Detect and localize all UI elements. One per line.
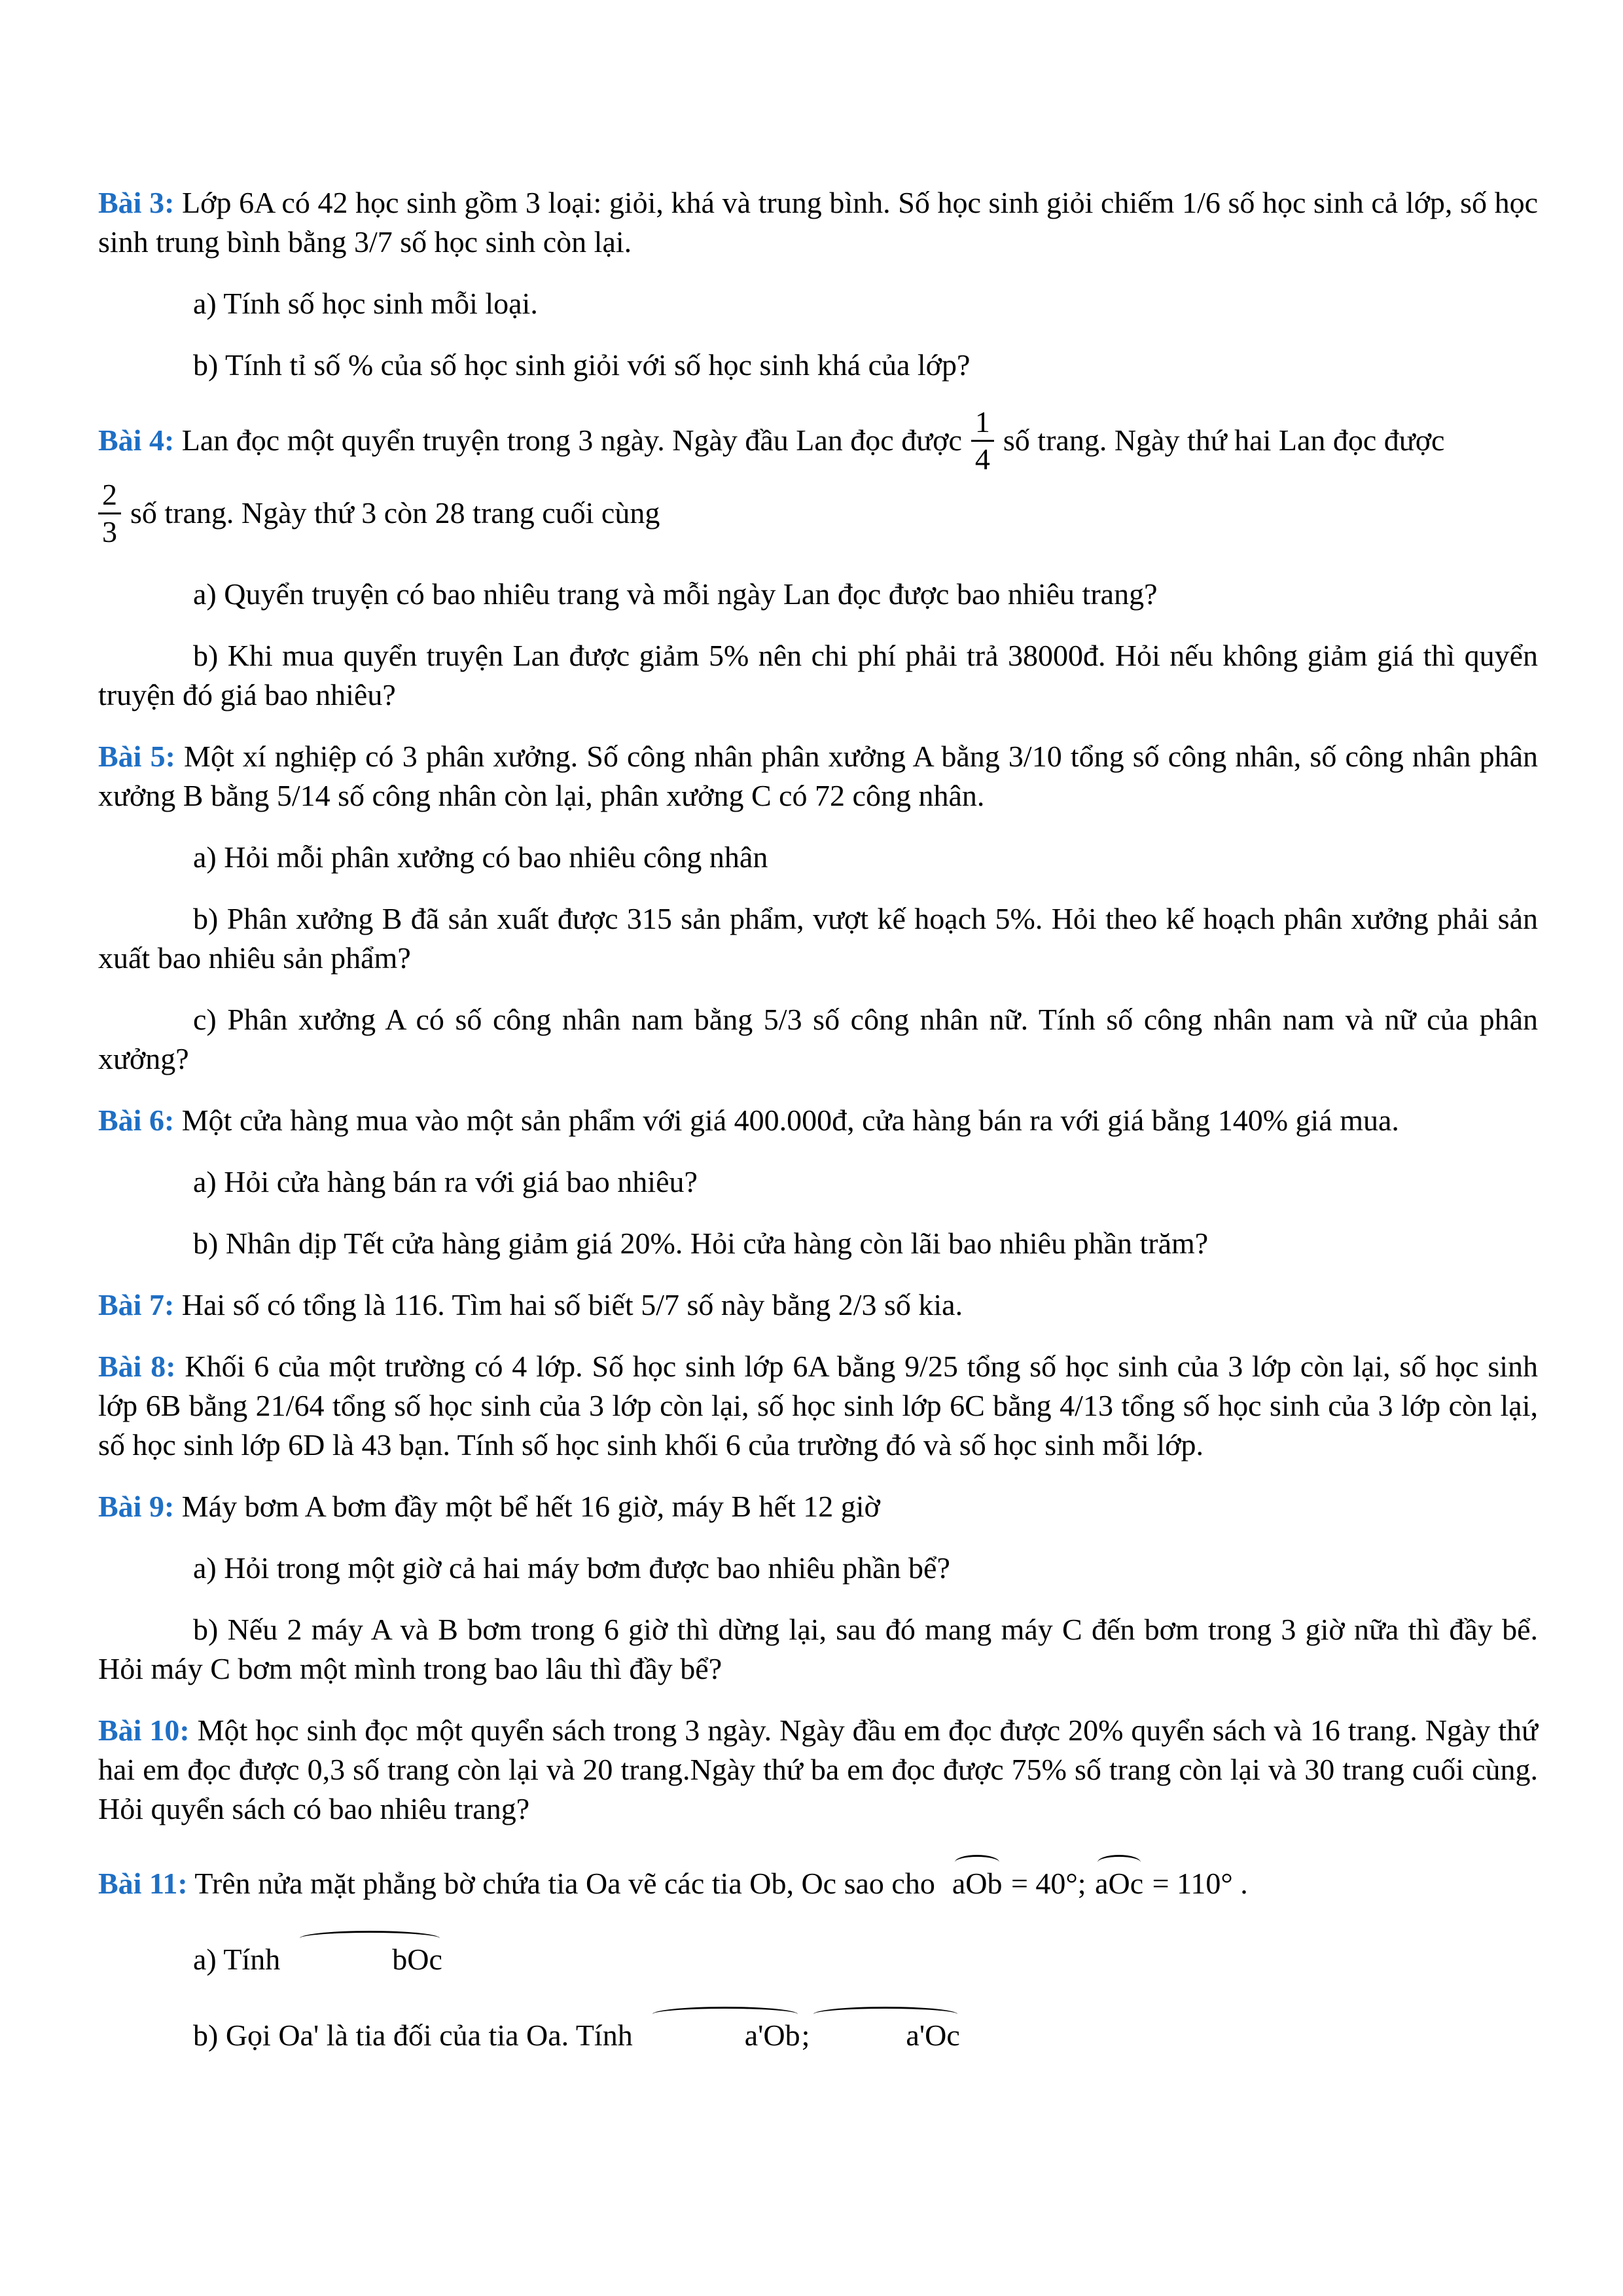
problem-4-text-1: Lan đọc một quyển truyện trong 3 ngày. Ngày đầu Lan đọc được [174,423,962,457]
problem-11-part-b [98,2011,1538,2055]
angle-aob-value: = 40°; [1003,1867,1094,1900]
problem-8-text: Khối 6 của một trường có 4 lớp. Số học sinh lớp 6A bằng 9/25 tổng số học sinh của 3 lớp còn lại, số học sinh lớp 6B bằng 21/64 tổng số học sinh của 3 lớp còn lại, số học sinh lớp 6C bằng 4/13 tổng số học sinh của 3 lớp còn lại, số học sinh lớp 6D là 43 bạn. Tính số học sinh khối 6 của trường đó và số học sinh mỗi lớp. [98,1350,1538,1462]
problem-5-label: Bài 5: [98,740,175,773]
problem-3-text: Lớp 6A có 42 học sinh gồm 3 loại: giỏi, khá và trung bình. Số học sinh giỏi chiếm 1/6 số học sinh cả lớp, số học sinh trung bình bằng 3/7 số học sinh còn lại. [98,186,1539,259]
problem-9-part-b: b) Nếu 2 máy A và B bơm trong 6 giờ thì dừng lại, sau đó mang máy C đến bơm trong 3 giờ nữa thì đầy bể. Hỏi máy C bơm một mình trong bao lâu thì đầy bể? [98,1613,1538,1685]
problem-8-label: Bài 8: [98,1350,176,1383]
problem-11-part-a [98,1935,1538,1979]
problem-6-text: Một cửa hàng mua vào một sản phẩm với giá 400.000đ, cửa hàng bán ra với giá bằng 140% giá mua. [174,1103,1399,1137]
problem-3-part-a: a) Tính số học sinh mỗi loại. [193,287,538,320]
problem-3-label: Bài 3: [98,186,175,219]
problem-4-label: Bài 4: [98,423,175,457]
problem-7-text: Hai số có tổng là 116. Tìm hai số biết 5/7 số này bằng 2/3 số kia. [174,1288,963,1321]
problem-5 [98,737,1538,816]
problem-6-part-a: a) Hỏi cửa hàng bán ra với giá bao nhiêu? [193,1165,698,1198]
problem-6-label: Bài 6: [98,1103,175,1137]
problem-4-part-a: a) Quyển truyện có bao nhiêu trang và mỗi ngày Lan đọc được bao nhiêu trang? [193,577,1158,611]
problem-11-text: Trên nửa mặt phẳng bờ chứa tia Oa vẽ các tia Ob, Oc sao cho [187,1867,935,1900]
angle-separator: ; [801,2018,810,2052]
problem-11 [98,1859,1538,1903]
fraction-numerator: 1 [974,405,990,439]
problem-9 [98,1487,1538,1526]
problem-5-text: Một xí nghiệp có 3 phân xưởng. Số công nhân phân xưởng A bằng 3/10 tổng số công nhân, số công nhân phân xưởng B bằng 5/14 số công nhân còn lại, phân xưởng C có 72 công nhân. [98,740,1538,812]
problem-11-part-a-text: a) Tính [193,1943,281,1976]
problem-9-text: Máy bơm A bơm đầy một bể hết 16 giờ, máy B hết 12 giờ [174,1490,880,1523]
fraction-denominator: 3 [98,512,121,550]
problem-4 [98,407,1538,552]
angle-boc: bOc [297,1935,442,1979]
problem-3-part-b: b) Tính tỉ số % của số học sinh giỏi với số học sinh khá của lớp? [193,348,971,382]
problem-9-part-a: a) Hỏi trong một giờ cả hai máy bơm được bao nhiêu phần bể? [193,1551,950,1585]
problem-11-end: . [1232,1867,1248,1900]
problem-11-part-b-text: b) Gọi Oa' là tia đối của tia Oa. Tính [193,2018,633,2052]
problem-4-text-2: số trang. Ngày thứ hai Lan đọc được [1003,423,1445,457]
fraction-numerator: 2 [102,478,117,511]
angle-aob: aOb [952,1859,1003,1903]
problem-5-part-b: b) Phân xưởng B đã sản xuất được 315 sản phẩm, vượt kế hoạch 5%. Hỏi theo kế hoạch phân xưởng phải sản xuất bao nhiêu sản phẩm? [98,902,1538,975]
angle-a-prime-ob: a'Ob [650,2011,800,2055]
problem-4-text-3: số trang. Ngày thứ 3 còn 28 trang cuối cùng [130,496,660,530]
angle-aoc-value: = 110° [1145,1867,1233,1900]
problem-7-label: Bài 7: [98,1288,175,1321]
fraction-two-thirds [98,477,121,550]
problem-3 [98,183,1538,262]
problem-6 [98,1101,1538,1140]
problem-7 [98,1285,1538,1325]
problem-10 [98,1711,1538,1829]
problem-4-part-b: b) Khi mua quyển truyện Lan được giảm 5% nên chi phí phải trả 38000đ. Hỏi nếu không giảm giá thì quyển truyện đó giá bao nhiêu? [98,639,1538,711]
problem-10-text: Một học sinh đọc một quyển sách trong 3 ngày. Ngày đầu em đọc được 20% quyển sách và 16 trang. Ngày thứ hai em đọc được 0,3 số trang còn lại và 20 trang.Ngày thứ ba em đọc được 75% số trang còn lại và 30 trang cuối cùng. Hỏi quyển sách có bao nhiêu trang? [98,1713,1538,1825]
problem-8 [98,1347,1538,1465]
angle-a-prime-oc: a'Oc [811,2011,959,2055]
problem-11-label: Bài 11: [98,1867,188,1900]
angle-aoc: aOc [1095,1859,1143,1903]
problem-5-part-a: a) Hỏi mỗi phân xưởng có bao nhiêu công nhân [193,840,768,874]
problem-5-part-c: c) Phân xưởng A có số công nhân nam bằng 5/3 số công nhân nữ. Tính số công nhân nam và nữ của phân xưởng? [98,1003,1538,1075]
fraction-denominator: 4 [971,440,994,477]
fraction-one-quarter [971,404,994,477]
problem-10-label: Bài 10: [98,1713,190,1747]
problem-9-label: Bài 9: [98,1490,175,1523]
problem-6-part-b: b) Nhân dịp Tết cửa hàng giảm giá 20%. Hỏi cửa hàng còn lãi bao nhiêu phần trăm? [193,1227,1209,1260]
document-page [98,183,1538,2077]
